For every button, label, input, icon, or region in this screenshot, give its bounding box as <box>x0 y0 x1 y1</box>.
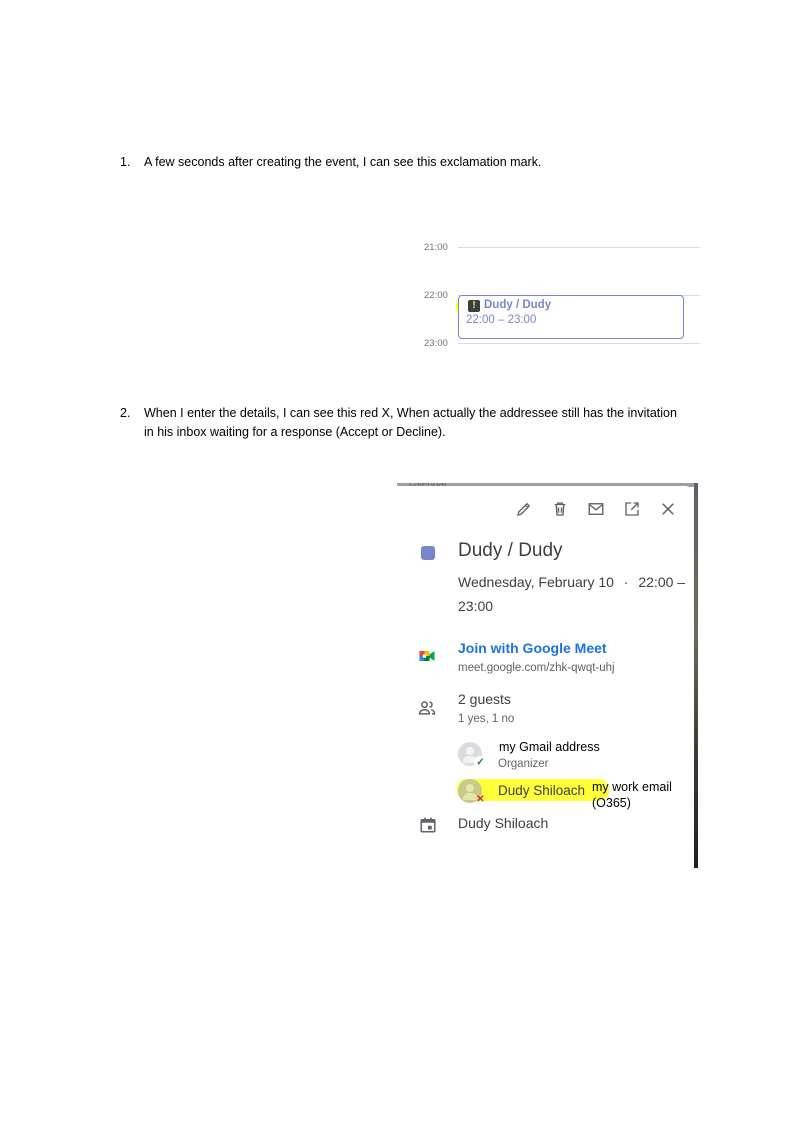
event-details-screenshot <box>397 483 698 868</box>
hour-gridline <box>458 343 700 344</box>
join-meet-link[interactable]: Join with Google Meet <box>458 640 607 656</box>
accepted-check-icon: ✓ <box>474 756 487 769</box>
popup-toolbar <box>513 498 679 520</box>
guests-rsvp-summary: 1 yes, 1 no <box>458 713 515 725</box>
avatar <box>458 742 485 768</box>
calendar-day-view-screenshot <box>420 238 700 358</box>
edit-icon[interactable] <box>513 498 535 520</box>
guest-role: Organizer <box>498 758 549 770</box>
event-title: Dudy / Dudy <box>458 540 563 561</box>
calendar-icon <box>419 816 437 834</box>
separator-dot: · <box>623 574 629 590</box>
list-number: 1. <box>120 155 131 169</box>
calendar-event[interactable] <box>458 295 684 339</box>
list-text: When I enter the details, I can see this red X, When actually the addressee still has the invitation in his inbox waiting for a response (Accept or Decline). <box>144 406 677 439</box>
event-title: Dudy / Dudy <box>484 299 552 311</box>
time-label: 23:00 <box>424 338 448 349</box>
delete-icon[interactable] <box>549 498 571 520</box>
time-label: 22:00 <box>424 290 448 301</box>
event-datetime <box>458 570 688 618</box>
guests-count: 2 guests <box>458 691 511 707</box>
exclamation-icon: ! <box>468 300 480 312</box>
google-meet-icon <box>417 646 437 666</box>
email-icon[interactable] <box>585 498 607 520</box>
annotation-note: my work email (O365) <box>592 780 672 810</box>
event-details-popup <box>397 486 693 868</box>
calendar-owner: Dudy Shiloach <box>458 815 549 831</box>
close-icon[interactable] <box>657 498 679 520</box>
avatar <box>458 779 485 805</box>
declined-x-icon: ✕ <box>476 794 485 805</box>
guest-name: my Gmail address <box>499 740 600 754</box>
time-label: 21:00 <box>424 242 448 253</box>
event-time: 22:00 – 23:00 <box>458 574 686 614</box>
event-color-swatch <box>421 546 435 560</box>
guest-name: Dudy Shiloach <box>498 783 586 798</box>
list-number: 2. <box>120 406 131 420</box>
people-icon <box>417 698 437 718</box>
event-time: 22:00 – 23:00 <box>466 314 537 326</box>
event-date: Wednesday, February 10 <box>458 574 614 590</box>
meet-url: meet.google.com/zhk-qwqt-uhj <box>458 662 615 674</box>
open-in-new-icon[interactable] <box>621 498 643 520</box>
list-text: A few seconds after creating the event, I can see this exclamation mark. <box>144 155 542 169</box>
background-strip <box>694 483 698 868</box>
hour-gridline <box>458 247 700 248</box>
